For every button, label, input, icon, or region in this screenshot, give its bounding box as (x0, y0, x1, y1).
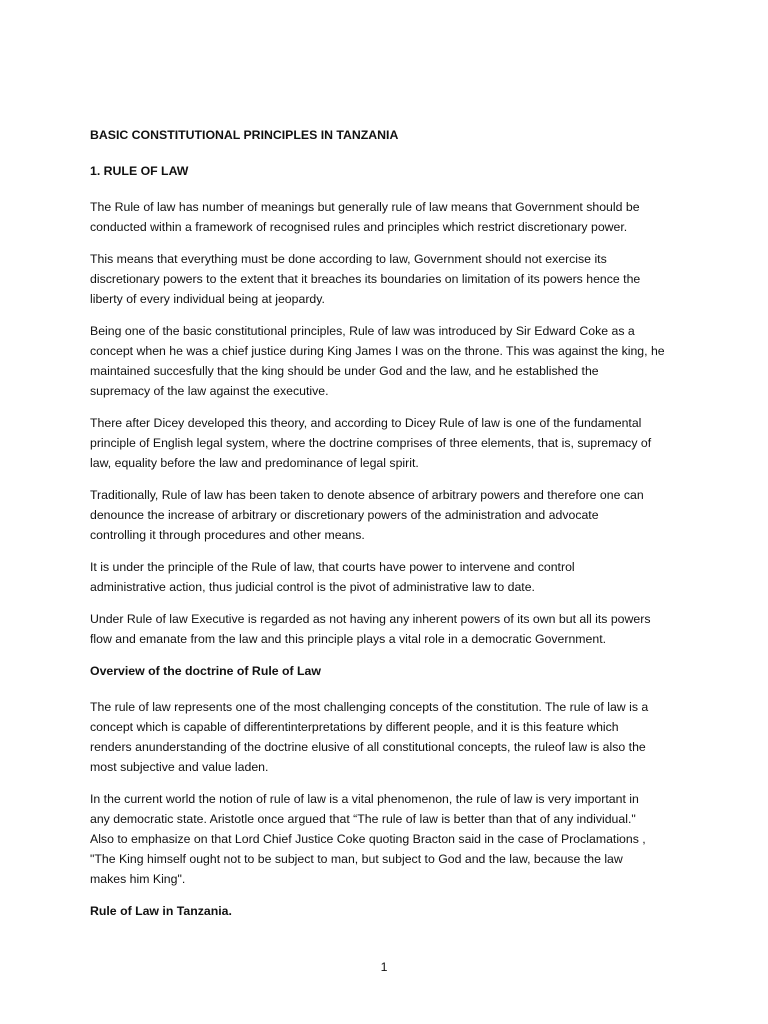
paragraph (90, 557, 680, 597)
paragraph-line: discretionary powers to the extent that it breaches its boundaries on limitation of its powers hence the (90, 272, 641, 286)
paragraph-line: Also to emphasize on that Lord Chief Justice Coke quoting Bracton said in the case of Proclamations , (90, 832, 646, 846)
paragraph-line: This means that everything must be done according to law, Government should not exercise its (90, 252, 607, 266)
paragraph-line: It is under the principle of the Rule of law, that courts have power to intervene and control (90, 560, 575, 574)
paragraph-line: makes him King". (90, 872, 186, 886)
document-body (90, 125, 680, 937)
paragraph (90, 609, 680, 649)
paragraph (90, 485, 680, 545)
paragraph-line: supremacy of the law against the executive. (90, 384, 329, 398)
section-heading-rule-of-law: 1. RULE OF LAW (90, 164, 189, 178)
paragraph-line: renders anunderstanding of the doctrine elusive of all constitutional concepts, the ruleof law is also the (90, 740, 646, 754)
paragraph-line: Under Rule of law Executive is regarded as not having any inherent powers of its own but all its powers (90, 612, 651, 626)
paragraph-line: any democratic state. Aristotle once argued that “The rule of law is better than that of any individual." (90, 812, 636, 826)
paragraph-line: concept which is capable of differentinterpretations by different people, and it is this feature which (90, 720, 619, 734)
paragraph-line: The rule of law represents one of the most challenging concepts of the constitution. The rule of law is a (90, 700, 649, 714)
paragraph-line: "The King himself ought not to be subject to man, but subject to God and the law, because the law (90, 852, 623, 866)
paragraph-line: administrative action, thus judicial control is the pivot of administrative law to date. (90, 580, 535, 594)
paragraph (90, 789, 680, 889)
paragraph-line: most subjective and value laden. (90, 760, 269, 774)
document-title: BASIC CONSTITUTIONAL PRINCIPLES IN TANZANIA (90, 128, 399, 142)
page-number: 1 (380, 960, 388, 974)
paragraph-line: The Rule of law has number of meanings but generally rule of law means that Government should be (90, 200, 640, 214)
paragraph-line: Being one of the basic constitutional principles, Rule of law was introduced by Sir Edward Coke as a (90, 324, 635, 338)
paragraph-line: concept when he was a chief justice during King James I was on the throne. This was against the king, he (90, 344, 665, 358)
paragraph-line: controlling it through procedures and other means. (90, 528, 365, 542)
paragraph (90, 413, 680, 473)
paragraph (90, 197, 680, 237)
paragraph-line: law, equality before the law and predominance of legal spirit. (90, 456, 419, 470)
paragraph (90, 249, 680, 309)
subheading-overview: Overview of the doctrine of Rule of Law (90, 664, 321, 678)
paragraph-line: flow and emanate from the law and this principle plays a vital role in a democratic Government. (90, 632, 607, 646)
paragraph-line: There after Dicey developed this theory, and according to Dicey Rule of law is one of the fundamental (90, 416, 642, 430)
paragraph-line: principle of English legal system, where the doctrine comprises of three elements, that is, supremacy of (90, 436, 652, 450)
paragraph-line: conducted within a framework of recognised rules and principles which restrict discretionary power. (90, 220, 628, 234)
subheading-tanzania: Rule of Law in Tanzania. (90, 904, 232, 918)
paragraph-line: Traditionally, Rule of law has been taken to denote absence of arbitrary powers and therefore one can (90, 488, 644, 502)
paragraph-line: In the current world the notion of rule of law is a vital phenomenon, the rule of law is very important in (90, 792, 639, 806)
paragraph-line: liberty of every individual being at jeopardy. (90, 292, 325, 306)
paragraph-group-overview (90, 697, 680, 889)
paragraph-group-intro (90, 197, 680, 649)
paragraph-line: denounce the increase of arbitrary or discretionary powers of the administration and advocate (90, 508, 599, 522)
paragraph (90, 697, 680, 777)
paragraph (90, 321, 680, 401)
paragraph-line: maintained succesfully that the king should be under God and the law, and he established the (90, 364, 599, 378)
